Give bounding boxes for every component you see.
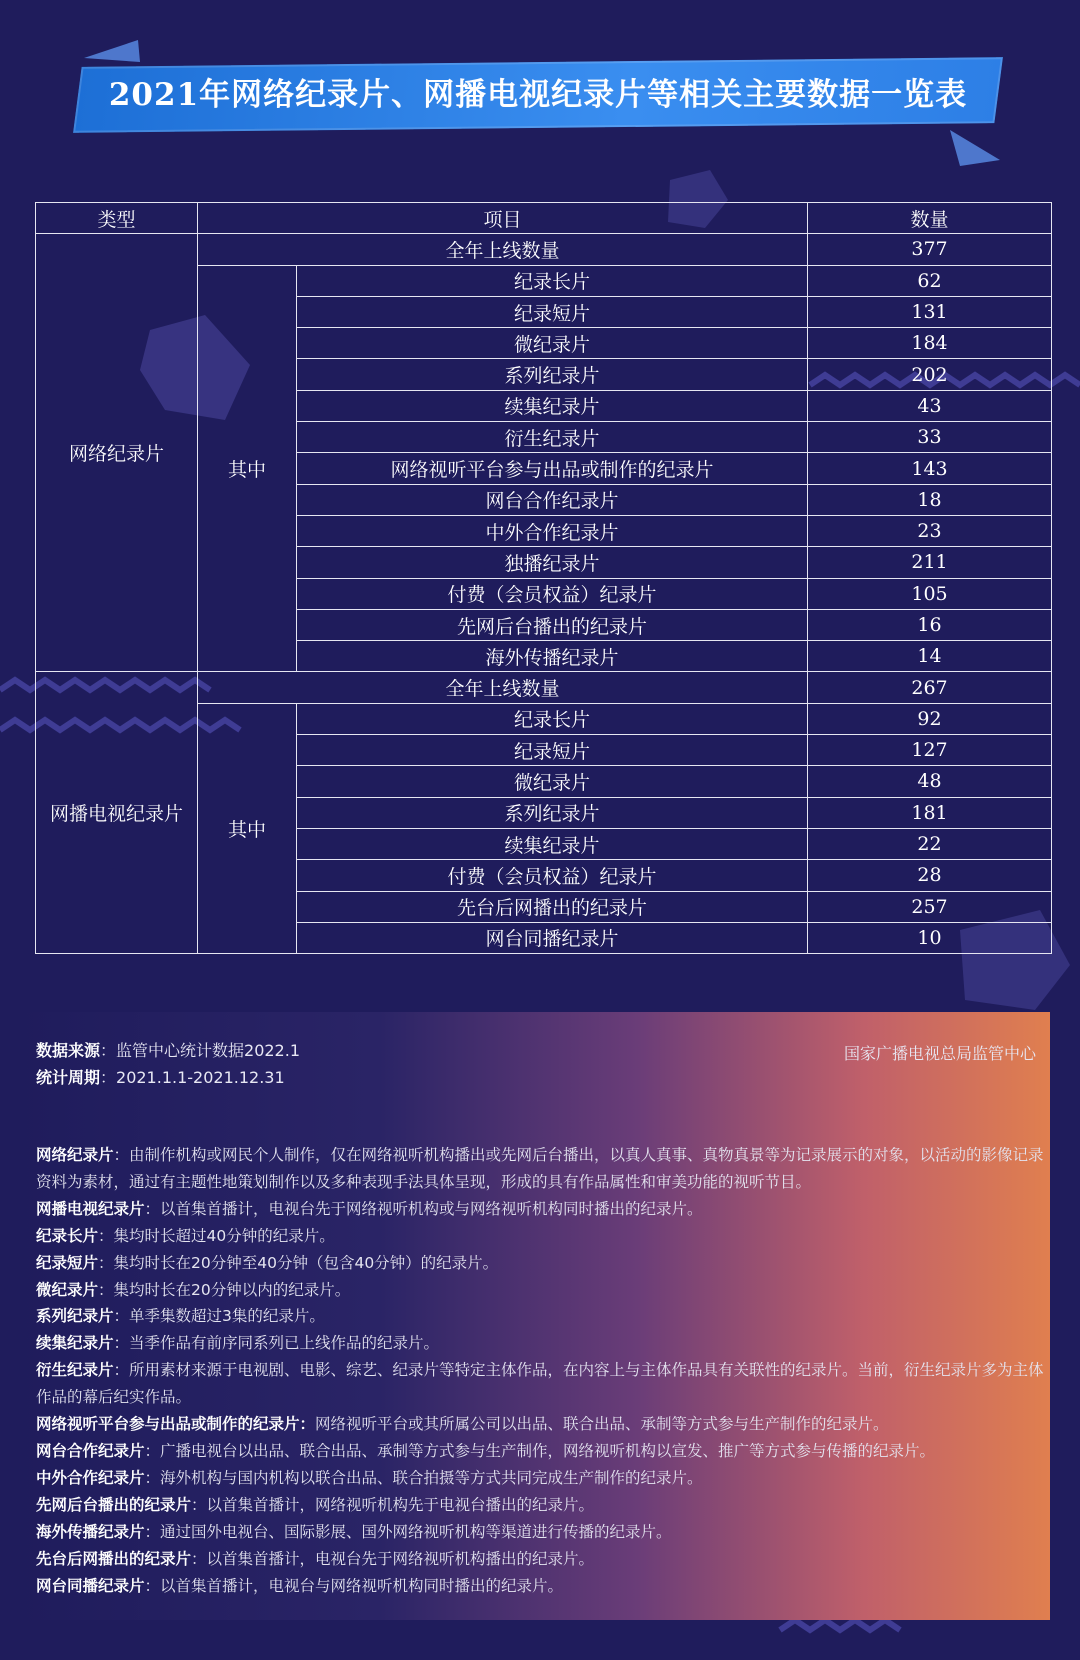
definition-term: 先台后网播出的纪录片 xyxy=(36,1549,192,1568)
item-cell: 续集纪录片 xyxy=(297,390,808,421)
item-cell: 衍生纪录片 xyxy=(297,422,808,453)
definition-item xyxy=(36,1330,1051,1357)
definition-text: ：单季集数超过3集的纪录片。 xyxy=(113,1307,325,1326)
item-cell: 中外合作纪录片 xyxy=(297,515,808,546)
item-cell: 微纪录片 xyxy=(297,766,808,797)
table-row xyxy=(36,234,1052,265)
definition-item xyxy=(36,1573,1051,1600)
definition-term: 网络视听平台参与出品或制作的纪录片： xyxy=(36,1415,316,1434)
item-cell: 纪录长片 xyxy=(297,265,808,296)
definition-term: 纪录长片 xyxy=(36,1226,99,1245)
count-cell: 202 xyxy=(808,359,1052,390)
item-cell: 微纪录片 xyxy=(297,328,808,359)
sub-label-cell: 其中 xyxy=(198,265,297,672)
type-cell: 网播电视纪录片 xyxy=(36,672,198,954)
definition-item xyxy=(36,1357,1051,1411)
count-cell: 16 xyxy=(808,609,1052,640)
count-cell: 143 xyxy=(808,453,1052,484)
count-cell: 10 xyxy=(808,922,1052,953)
definition-item xyxy=(36,1303,1051,1330)
total-label-cell: 全年上线数量 xyxy=(198,672,808,703)
definition-term: 微纪录片 xyxy=(36,1280,99,1299)
definition-term: 先网后台播出的纪录片 xyxy=(36,1495,192,1514)
data-table xyxy=(35,202,1052,954)
definition-term: 中外合作纪录片 xyxy=(36,1468,145,1487)
page-title: 2021年网络纪录片、网播电视纪录片等相关主要数据一览表 xyxy=(108,77,968,113)
stat-period-label: 统计周期 xyxy=(36,1068,101,1087)
definition-item xyxy=(36,1196,1051,1223)
definition-text: ：广播电视台以出品、联合出品、承制等方式参与生产制作，网络视听机构以宣发、推广等方式参与传播的纪录片。 xyxy=(144,1441,936,1460)
definition-term: 续集纪录片 xyxy=(36,1334,114,1353)
item-cell: 系列纪录片 xyxy=(297,797,808,828)
stat-period xyxy=(36,1065,285,1088)
data-source-value: ：监管中心统计数据2022.1 xyxy=(100,1041,301,1060)
stat-period-value: ：2021.1.1-2021.12.31 xyxy=(100,1068,285,1087)
definition-item xyxy=(36,1277,1051,1304)
count-cell: 18 xyxy=(808,484,1052,515)
definition-text: ：以首集首播计，电视台先于网络视听机构或与网络视听机构同时播出的纪录片。 xyxy=(144,1199,703,1218)
definition-text: ：以首集首播计，电视台先于网络视听机构播出的纪录片。 xyxy=(191,1549,595,1568)
definition-item xyxy=(36,1438,1051,1465)
definition-text: ：以首集首播计，电视台与网络视听机构同时播出的纪录片。 xyxy=(144,1576,564,1595)
total-value-cell: 267 xyxy=(808,672,1052,703)
definition-item xyxy=(36,1519,1051,1546)
definition-item xyxy=(36,1465,1051,1492)
definitions-list xyxy=(36,1142,1051,1599)
definition-text: ：集均时长超过40分钟的纪录片。 xyxy=(98,1226,335,1245)
definition-item xyxy=(36,1411,1051,1438)
organization-name: 国家广播电视总局监管中心 xyxy=(843,1044,1036,1063)
count-cell: 22 xyxy=(808,828,1052,859)
definition-item xyxy=(36,1223,1051,1250)
item-cell: 纪录长片 xyxy=(297,703,808,734)
sub-label-cell: 其中 xyxy=(198,703,297,953)
definition-text: ：集均时长在20分钟至40分钟（包含40分钟）的纪录片。 xyxy=(98,1253,499,1272)
count-cell: 33 xyxy=(808,422,1052,453)
count-cell: 127 xyxy=(808,735,1052,766)
item-cell: 系列纪录片 xyxy=(297,359,808,390)
total-label-cell: 全年上线数量 xyxy=(198,234,808,265)
item-cell: 网台同播纪录片 xyxy=(297,922,808,953)
count-cell: 211 xyxy=(808,547,1052,578)
count-cell: 181 xyxy=(808,797,1052,828)
definition-term: 系列纪录片 xyxy=(36,1307,114,1326)
item-cell: 纪录短片 xyxy=(297,296,808,327)
total-value-cell: 377 xyxy=(808,234,1052,265)
table-header-row xyxy=(36,203,1052,234)
definition-item xyxy=(36,1250,1051,1277)
definition-term: 海外传播纪录片 xyxy=(36,1522,145,1541)
definition-item xyxy=(36,1492,1051,1519)
count-cell: 28 xyxy=(808,860,1052,891)
item-cell: 网台合作纪录片 xyxy=(297,484,808,515)
count-cell: 131 xyxy=(808,296,1052,327)
definition-term: 网台同播纪录片 xyxy=(36,1576,145,1595)
header-item: 项目 xyxy=(198,203,808,234)
definition-term: 纪录短片 xyxy=(36,1253,99,1272)
data-source-label: 数据来源 xyxy=(36,1041,101,1060)
count-cell: 43 xyxy=(808,390,1052,421)
item-cell: 付费（会员权益）纪录片 xyxy=(297,578,808,609)
table-row xyxy=(36,672,1052,703)
count-cell: 184 xyxy=(808,328,1052,359)
definition-text: ：通过国外电视台、国际影展、国外网络视听机构等渠道进行传播的纪录片。 xyxy=(144,1522,672,1541)
definition-text: ：以首集首播计，网络视听机构先于电视台播出的纪录片。 xyxy=(191,1495,595,1514)
count-cell: 62 xyxy=(808,265,1052,296)
definition-term: 网台合作纪录片 xyxy=(36,1441,145,1460)
item-cell: 海外传播纪录片 xyxy=(297,641,808,672)
definition-text: 网络视听平台或其所属公司以出品、联合出品、承制等方式参与生产制作的纪录片。 xyxy=(315,1415,889,1434)
count-cell: 257 xyxy=(808,891,1052,922)
item-cell: 网络视听平台参与出品或制作的纪录片 xyxy=(297,453,808,484)
item-cell: 先网后台播出的纪录片 xyxy=(297,609,808,640)
definition-term: 网络纪录片 xyxy=(36,1146,114,1164)
header-count: 数量 xyxy=(808,203,1052,234)
definition-text: ：当季作品有前序同系列已上线作品的纪录片。 xyxy=(113,1334,440,1353)
definition-text: ：海外机构与国内机构以联合出品、联合拍摄等方式共同完成生产制作的纪录片。 xyxy=(144,1468,703,1487)
data-source xyxy=(36,1038,300,1061)
header-type: 类型 xyxy=(36,203,198,234)
item-cell: 纪录短片 xyxy=(297,735,808,766)
item-cell: 付费（会员权益）纪录片 xyxy=(297,860,808,891)
count-cell: 23 xyxy=(808,515,1052,546)
item-cell: 先台后网播出的纪录片 xyxy=(297,891,808,922)
definition-item xyxy=(36,1546,1051,1573)
type-cell: 网络纪录片 xyxy=(36,234,198,672)
definition-item xyxy=(36,1142,1051,1196)
definition-term: 网播电视纪录片 xyxy=(36,1199,145,1218)
definition-text: ：集均时长在20分钟以内的纪录片。 xyxy=(98,1280,351,1299)
definition-term: 衍生纪录片 xyxy=(36,1361,114,1380)
count-cell: 105 xyxy=(808,578,1052,609)
count-cell: 48 xyxy=(808,766,1052,797)
definition-text: ：由制作机构或网民个人制作，仅在网络视听机构播出或先网后台播出，以真人真事、真物真景等为记录展示的对象，以活动的影像记录资料为素材，通过有主题性地策划制作以及多种表现手法具体呈现，形成的具有作品属性和审美功能的视听节目。 xyxy=(36,1146,1044,1191)
count-cell: 92 xyxy=(808,703,1052,734)
definition-text: ：所用素材来源于电视剧、电影、综艺、纪录片等特定主体作品，在内容上与主体作品具有关联性的纪录片。当前，衍生纪录片多为主体作品的幕后纪实作品。 xyxy=(36,1361,1044,1407)
item-cell: 独播纪录片 xyxy=(297,547,808,578)
count-cell: 14 xyxy=(808,641,1052,672)
item-cell: 续集纪录片 xyxy=(297,828,808,859)
